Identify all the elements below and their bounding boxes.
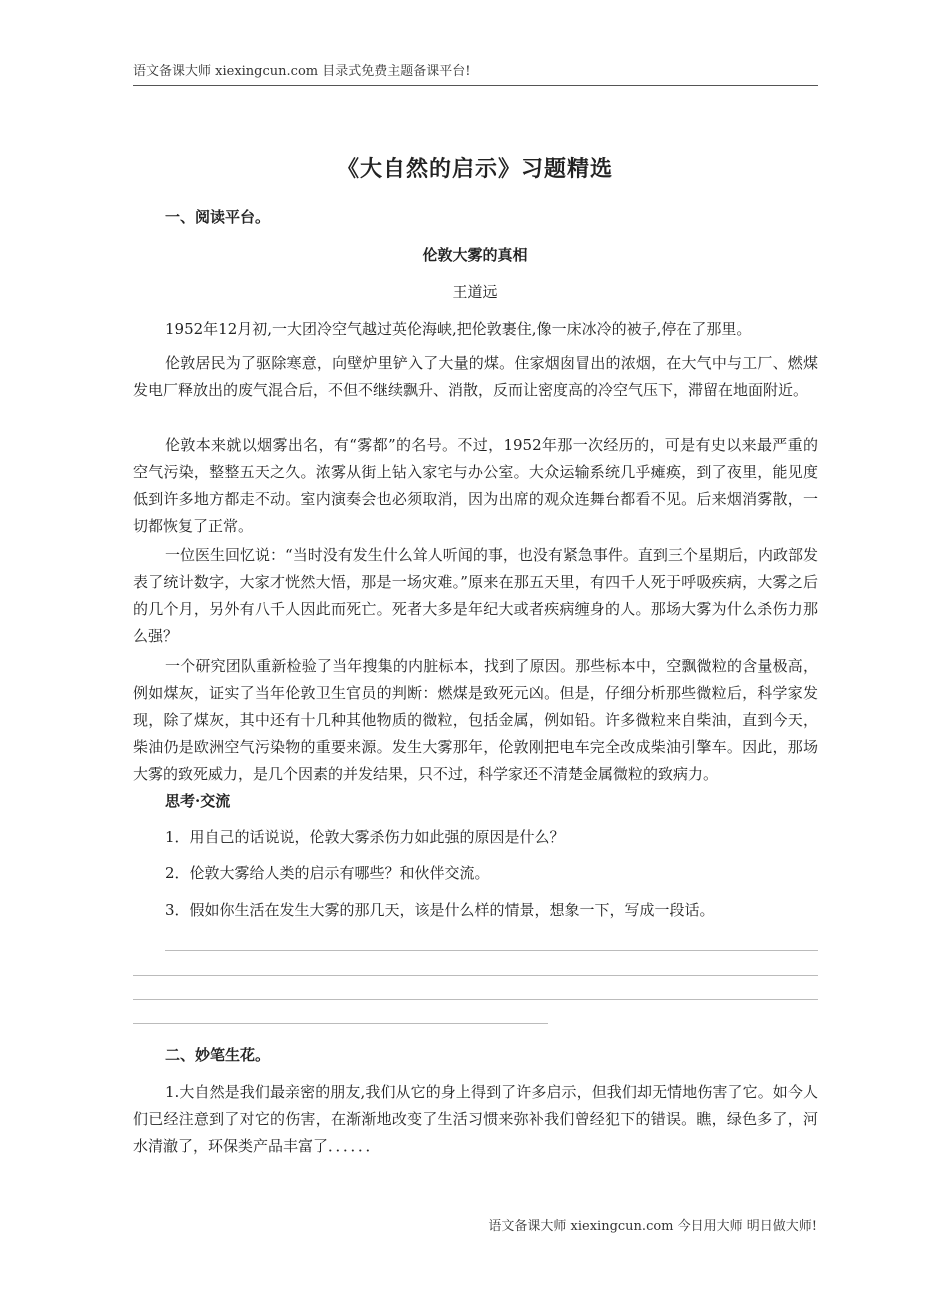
article-paragraph-3: 伦敦本来就以烟雾出名，有“雾都”的名号。不过，1952年那一次经历的，可是有史以来最严重的空气污染，整整五天之久。浓雾从街上钻入家宅与办公室。大众运输系统几乎瘫痪，到了夜里，能见度低到许多地方都走不动。室内演奏会也必须取消，因为出席的观众连舞台都看不见。后来烟消雾散，一切都恢复了正常。 [133, 436, 818, 535]
article-title: 伦敦大雾的真相 [422, 246, 528, 264]
page-header: 语文备课大师 xiexingcun.com 目录式免费主题备课平台! [133, 60, 818, 86]
writing-prompt-paragraph: 1.大自然是我们最亲密的朋友,我们从它的身上得到了许多启示，但我们却无情地伤害了它。如今人们已经注意到了对它的伤害，在渐渐地改变了生活习惯来弥补我们曾经犯下的错误。瞧，绿色多了，河水清澈了，环保类产品丰富了．．．．．． [133, 1083, 818, 1155]
article-paragraph-4: 一位医生回忆说：“当时没有发生什么耸人听闻的事，也没有紧急事件。直到三个星期后，内政部发表了统计数字，大家才恍然大悟，那是一场灾难。”原来在那五天里，有四千人死于呼吸疾病，大雾之后的几个月，另外有八千人因此而死亡。死者大多是年纪大或者疾病缠身的人。那场大雾为什么杀伤力那么强？ [133, 546, 818, 645]
question-3: 3．假如你生活在发生大雾的那几天，该是什么样的情景，想象一下，写成一段话。 [165, 901, 715, 919]
answer-line[interactable] [133, 1023, 548, 1024]
answer-line[interactable] [133, 999, 818, 1000]
question-2: 2．伦敦大雾给人类的启示有哪些？和伙伴交流。 [165, 864, 490, 882]
section-heading-reading: 一、阅读平台。 [165, 208, 271, 226]
page-footer: 语文备课大师 xiexingcun.com 今日用大师 明日做大师! [488, 1219, 817, 1234]
answer-line[interactable] [133, 975, 818, 976]
article-paragraph-1: 1952年12月初,一大团冷空气越过英伦海峡,把伦敦裹住,像一床冰冷的被子,停在了那里。 [165, 320, 752, 338]
answer-line[interactable] [165, 950, 818, 951]
page-title: 《大自然的启示》习题精选 [336, 156, 613, 182]
article-paragraph-5: 一个研究团队重新检验了当年搜集的内脏标本，找到了原因。那些标本中，空飘微粒的含量极高，例如煤灰，证实了当年伦敦卫生官员的判断：燃煤是致死元凶。但是，仔细分析那些微粒后，科学家发现，除了煤灰，其中还有十几种其他物质的微粒，包括金属，例如铅。许多微粒来自柴油，直到今天，柴油仍是欧洲空气污染物的重要来源。发生大雾那年，伦敦刚把电车完全改成柴油引擎车。因此，那场大雾的致死威力，是几个因素的并发结果，只不过，科学家还不清楚金属微粒的致病力。 [133, 657, 818, 783]
article-author: 王道远 [452, 283, 498, 301]
question-1: 1．用自己的话说说，伦敦大雾杀伤力如此强的原因是什么？ [165, 828, 565, 846]
section-heading-writing: 二、妙笔生花。 [165, 1046, 271, 1064]
article-paragraph-2: 伦敦居民为了驱除寒意，向壁炉里铲入了大量的煤。住家烟囱冒出的浓烟，在大气中与工厂、燃煤发电厂释放出的废气混合后，不但不继续飘升、消散，反而让密度高的冷空气压下，滞留在地面附近。 [133, 354, 818, 399]
discussion-heading: 思考·交流 [165, 792, 231, 810]
